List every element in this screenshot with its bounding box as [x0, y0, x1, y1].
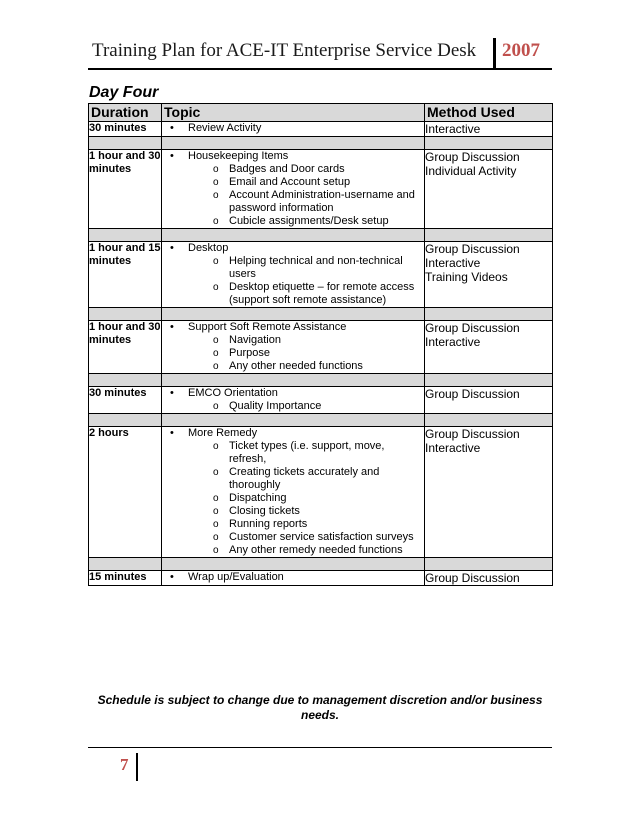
duration-cell: 1 hour and 15 minutes [89, 242, 162, 308]
circle-bullet-icon: o [213, 545, 219, 556]
circle-bullet-icon: o [213, 467, 219, 478]
header-divider [493, 38, 496, 68]
duration-cell: 2 hours [89, 427, 162, 558]
circle-bullet-icon: o [213, 532, 219, 543]
method-cell [425, 387, 553, 414]
topic-list [162, 150, 424, 228]
topic-item [162, 321, 424, 373]
subtopic-item [188, 544, 424, 557]
bullet-icon: • [170, 122, 174, 134]
circle-bullet-icon: o [213, 361, 219, 372]
subtopic-list [188, 400, 424, 413]
topic-list [162, 242, 424, 307]
topic-cell [162, 321, 425, 374]
document-year: 2007 [502, 40, 540, 61]
separator-row [89, 558, 553, 571]
subtopic-label: Closing tickets [229, 505, 300, 517]
separator-cell [425, 558, 553, 571]
topic-cell [162, 571, 425, 586]
subtopic-item [188, 531, 424, 544]
table-row [89, 242, 553, 308]
separator-cell [89, 308, 162, 321]
bullet-icon: • [170, 242, 174, 254]
subtopic-label: Ticket types (i.e. support, move, refresh, [229, 440, 385, 465]
subtopic-item [188, 400, 424, 413]
topic-label: More Remedy [188, 427, 258, 439]
separator-cell [89, 558, 162, 571]
subtopic-label: Any other remedy needed functions [229, 544, 403, 556]
topic-item [162, 122, 424, 135]
topic-item [162, 242, 424, 307]
subtopic-list [188, 255, 424, 307]
circle-bullet-icon: o [213, 190, 219, 201]
method-cell [425, 571, 553, 586]
topic-item [162, 571, 424, 584]
separator-cell [162, 558, 425, 571]
schedule-body [89, 122, 553, 586]
day-title: Day Four [89, 84, 159, 101]
method-cell [425, 150, 553, 229]
separator-cell [89, 374, 162, 387]
subtopic-item [188, 176, 424, 189]
method-label: Interactive [425, 256, 481, 270]
subtopic-label: Running reports [229, 518, 308, 530]
topic-label: Review Activity [188, 122, 262, 134]
method-label: Training Videos [425, 270, 508, 284]
circle-bullet-icon: o [213, 441, 219, 452]
circle-bullet-icon: o [213, 519, 219, 530]
bullet-icon: • [170, 321, 174, 333]
separator-cell [425, 229, 553, 242]
page-footer [88, 747, 552, 787]
footer-rule [88, 747, 552, 748]
method-label: Group Discussion [425, 427, 520, 441]
subtopic-label: Any other needed functions [229, 360, 363, 372]
subtopic-item [188, 255, 424, 281]
subtopic-label: Creating tickets accurately and thoroughly [229, 466, 380, 491]
subtopic-item [188, 492, 424, 505]
circle-bullet-icon: o [213, 177, 219, 188]
topic-label: Housekeeping Items [188, 150, 289, 162]
topic-list [162, 122, 424, 135]
separator-cell [425, 414, 553, 427]
subtopic-item [188, 440, 424, 466]
document-title: Training Plan for ACE-IT Enterprise Service Desk [92, 40, 477, 61]
topic-label: Desktop [188, 242, 229, 254]
subtopic-item [188, 360, 424, 373]
separator-cell [425, 137, 553, 150]
footer-divider [136, 753, 138, 781]
table-row [89, 387, 553, 414]
subtopic-label: Customer service satisfaction surveys [229, 531, 414, 543]
separator-cell [162, 137, 425, 150]
method-label: Group Discussion [425, 150, 520, 164]
topic-item [162, 427, 424, 557]
separator-row [89, 229, 553, 242]
subtopic-label: Navigation [229, 334, 281, 346]
subtopic-label: Dispatching [229, 492, 287, 504]
circle-bullet-icon: o [213, 164, 219, 175]
topic-list [162, 427, 424, 557]
circle-bullet-icon: o [213, 506, 219, 517]
topic-list [162, 321, 424, 373]
column-header-duration: Duration [89, 104, 162, 122]
separator-row [89, 137, 553, 150]
header-rule [88, 68, 552, 70]
subtopic-item [188, 189, 424, 215]
method-label: Group Discussion [425, 321, 520, 335]
circle-bullet-icon: o [213, 348, 219, 359]
separator-cell [89, 137, 162, 150]
circle-bullet-icon: o [213, 282, 219, 293]
table-row [89, 571, 553, 586]
subtopic-label: Purpose [229, 347, 270, 359]
separator-row [89, 414, 553, 427]
separator-cell [162, 414, 425, 427]
table-row [89, 122, 553, 137]
topic-cell [162, 242, 425, 308]
duration-cell: 1 hour and 30 minutes [89, 150, 162, 229]
subtopic-list [188, 440, 424, 557]
topic-cell [162, 387, 425, 414]
circle-bullet-icon: o [213, 256, 219, 267]
topic-item [162, 150, 424, 228]
subtopic-item [188, 466, 424, 492]
subtopic-item [188, 518, 424, 531]
bullet-icon: • [170, 150, 174, 162]
method-cell [425, 122, 553, 137]
subtopic-item [188, 505, 424, 518]
topic-cell [162, 122, 425, 137]
page-header [88, 38, 552, 72]
topic-label: EMCO Orientation [188, 387, 278, 399]
topic-list [162, 571, 424, 584]
method-label: Interactive [425, 335, 481, 349]
method-label: Individual Activity [425, 164, 517, 178]
separator-cell [162, 308, 425, 321]
separator-cell [425, 374, 553, 387]
subtopic-list [188, 334, 424, 373]
subtopic-item [188, 334, 424, 347]
subtopic-list [188, 163, 424, 228]
separator-row [89, 308, 553, 321]
method-cell [425, 427, 553, 558]
table-header-row [89, 104, 553, 122]
method-cell [425, 242, 553, 308]
separator-row [89, 374, 553, 387]
topic-label: Wrap up/Evaluation [188, 571, 284, 583]
topic-cell [162, 427, 425, 558]
subtopic-label: Quality Importance [229, 400, 322, 412]
schedule-table [88, 103, 553, 586]
duration-cell: 1 hour and 30 minutes [89, 321, 162, 374]
subtopic-label: Desktop etiquette – for remote access (support soft remote assistance) [229, 281, 415, 306]
topic-cell [162, 150, 425, 229]
subtopic-item [188, 163, 424, 176]
topic-item [162, 387, 424, 413]
separator-cell [89, 229, 162, 242]
separator-cell [162, 229, 425, 242]
page-number: 7 [120, 755, 129, 774]
bullet-icon: • [170, 427, 174, 439]
subtopic-label: Email and Account setup [229, 176, 351, 188]
subtopic-label: Helping technical and non-technical users [229, 255, 403, 280]
duration-cell: 15 minutes [89, 571, 162, 586]
subtopic-label: Account Administration-username and password information [229, 189, 415, 214]
column-header-method: Method Used [425, 104, 553, 122]
method-label: Group Discussion [425, 387, 520, 401]
subtopic-item [188, 347, 424, 360]
bullet-icon: • [170, 571, 174, 583]
table-row [89, 150, 553, 229]
duration-cell: 30 minutes [89, 122, 162, 137]
method-cell [425, 321, 553, 374]
circle-bullet-icon: o [213, 401, 219, 412]
separator-cell [89, 414, 162, 427]
subtopic-item [188, 215, 424, 228]
circle-bullet-icon: o [213, 493, 219, 504]
subtopic-item [188, 281, 424, 307]
table-row [89, 427, 553, 558]
method-label: Interactive [425, 441, 481, 455]
circle-bullet-icon: o [213, 216, 219, 227]
method-label: Group Discussion [425, 242, 520, 256]
separator-cell [425, 308, 553, 321]
separator-cell [162, 374, 425, 387]
circle-bullet-icon: o [213, 335, 219, 346]
method-label: Interactive [425, 122, 481, 136]
topic-list [162, 387, 424, 413]
subtopic-label: Cubicle assignments/Desk setup [229, 215, 389, 227]
table-row [89, 321, 553, 374]
schedule-note: Schedule is subject to change due to management discretion and/or business needs. [97, 693, 543, 722]
topic-label: Support Soft Remote Assistance [188, 321, 347, 333]
column-header-topic: Topic [162, 104, 425, 122]
subtopic-label: Badges and Door cards [229, 163, 345, 175]
bullet-icon: • [170, 387, 174, 399]
method-label: Group Discussion [425, 571, 520, 585]
duration-cell: 30 minutes [89, 387, 162, 414]
